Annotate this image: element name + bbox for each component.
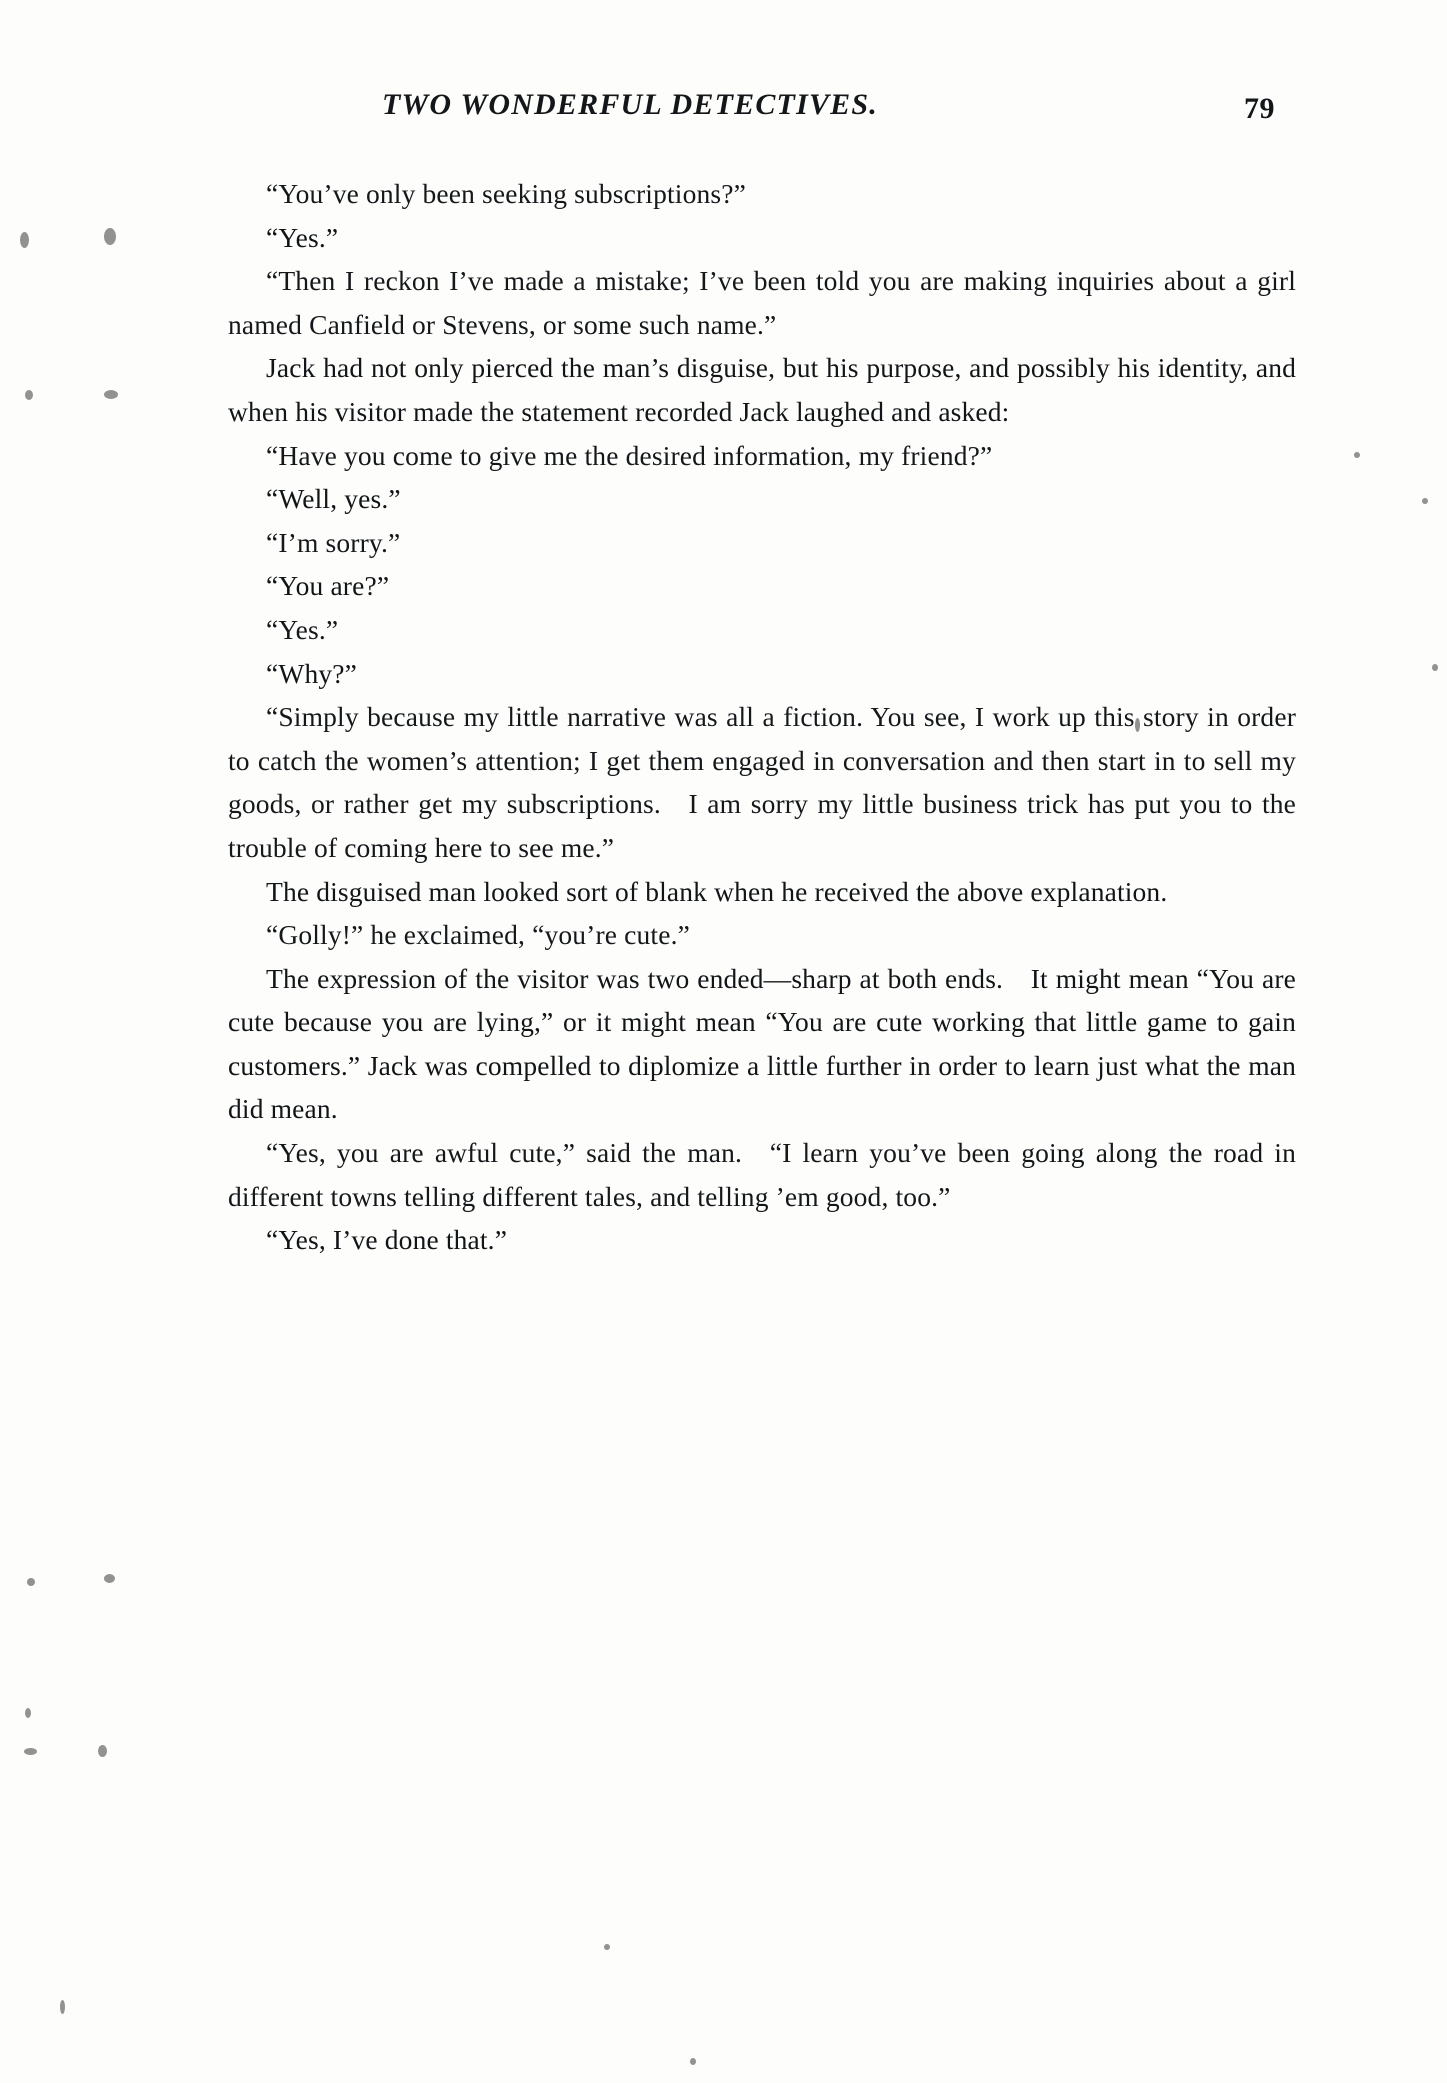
paragraph: Jack had not only pierced the man’s disguise, but his purpose, and possibly his identity, and when his visitor made the statement recorded Jack laughed and asked: <box>228 352 1296 427</box>
page-header <box>0 88 1447 134</box>
paragraph: “Golly!” he exclaimed, “you’re cute.” <box>266 919 690 951</box>
ink-speck <box>24 1748 37 1755</box>
paragraph: “Yes, you are awful cute,” said the man. “I learn you’ve been going along the road in different towns telling different tales, and telling ’em good, too.” <box>228 1137 1296 1212</box>
paragraph: The disguised man looked sort of blank when he received the above explanation. <box>266 875 1168 907</box>
page-number: 79 <box>1244 92 1275 125</box>
paragraph: “You’ve only been seeking subscriptions?” <box>266 178 746 209</box>
ink-speck <box>1422 498 1428 504</box>
running-title: TWO WONDERFUL DETECTIVES. <box>382 88 878 121</box>
ink-speck <box>1432 664 1438 671</box>
ink-speck <box>60 2000 65 2014</box>
page-body <box>228 172 1296 1262</box>
paragraph: “Simply because my little narrative was all a fiction. You see, I work up this story in order to catch the women’s attention; I get them engaged in conversation and then start in to sell my goods, or rather get my subscriptions. I am sorry my little business trick has put you to the trouble of coming here to see me.” <box>228 701 1296 863</box>
ink-speck <box>20 232 29 248</box>
ink-speck <box>1354 452 1360 458</box>
paragraph: “I’m sorry.” <box>266 526 401 558</box>
paragraph: “Why?” <box>266 657 357 689</box>
paragraph: The expression of the visitor was two ended—sharp at both ends. It might mean “You are cute because you are lying,” or it might mean “You are cute working that little game to gain customers.” Jack was compelled to diplomize a little further in order to learn just what the man did mean. <box>228 962 1296 1125</box>
paragraph: “Yes, I’ve done that.” <box>266 1224 508 1256</box>
ink-speck <box>27 1578 35 1586</box>
paragraph: “Yes.” <box>266 221 339 253</box>
paragraph: “Then I reckon I’ve made a mistake; I’ve been told you are making inquiries about a girl named Canfield or Stevens, or some such name.” <box>228 265 1296 340</box>
paragraph: “Have you come to give me the desired information, my friend?” <box>266 439 993 471</box>
ink-speck <box>604 1944 610 1950</box>
ink-speck <box>104 1574 115 1583</box>
paragraph: “Yes.” <box>266 613 339 645</box>
ink-speck <box>104 228 116 245</box>
paragraph: “You are?” <box>266 570 390 602</box>
ink-speck <box>98 1745 107 1757</box>
ink-speck <box>104 390 118 399</box>
ink-speck <box>25 390 33 400</box>
ink-speck <box>25 1708 31 1718</box>
ink-speck <box>690 2058 696 2065</box>
paragraph: “Well, yes.” <box>266 483 401 515</box>
